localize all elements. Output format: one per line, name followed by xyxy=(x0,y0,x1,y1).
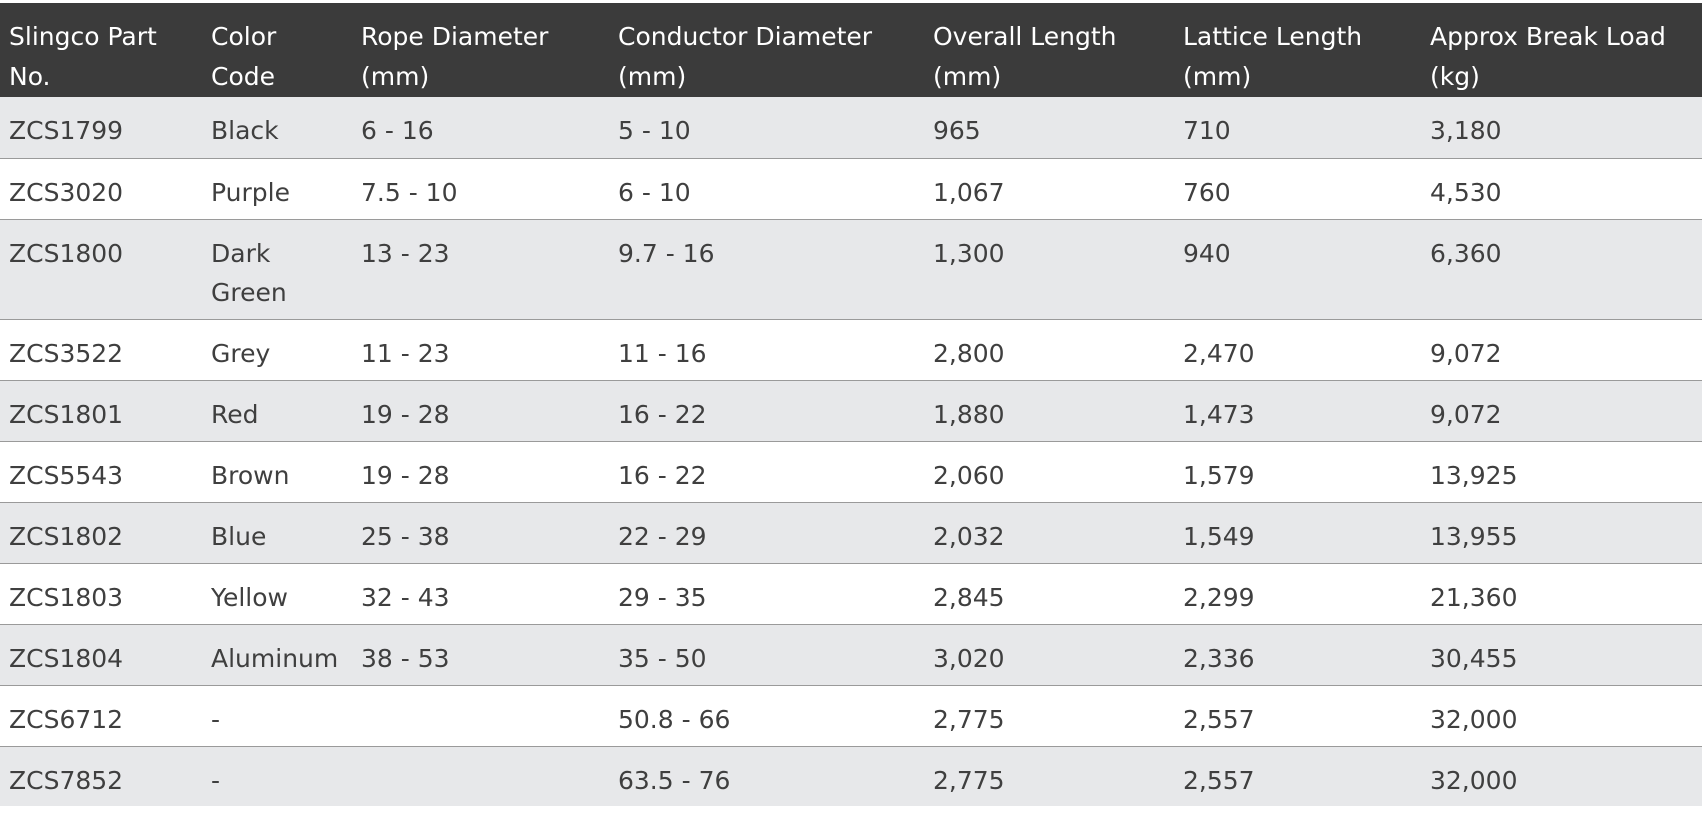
cell-rope-diameter: 13 - 23 xyxy=(361,238,450,268)
cell-color-code: Black xyxy=(211,116,279,145)
cell-lattice-length: 1,473 xyxy=(1183,399,1255,429)
cell-break-load: 13,925 xyxy=(1430,460,1518,490)
cell-conductor-diameter: 11 - 16 xyxy=(618,338,707,368)
cell-overall-length: 2,845 xyxy=(933,582,1005,612)
cell-lattice-length: 940 xyxy=(1183,238,1231,268)
cell-color-code: Blue xyxy=(211,521,267,551)
cell-rope-diameter: 32 - 43 xyxy=(361,582,450,612)
cell-lattice-length: 760 xyxy=(1183,177,1231,207)
header-break-load: Approx Break Load (kg) xyxy=(1430,22,1666,91)
cell-part-no: ZCS1804 xyxy=(9,643,124,673)
table-row xyxy=(0,158,1702,219)
table-row xyxy=(0,502,1702,563)
cell-break-load: 32,000 xyxy=(1430,704,1518,734)
table-row xyxy=(0,319,1702,380)
table-row xyxy=(0,624,1702,685)
cell-break-load: 21,360 xyxy=(1430,582,1518,612)
table-row xyxy=(0,219,1702,319)
cell-color-code: - xyxy=(211,765,221,795)
cell-color-code: Grey xyxy=(211,338,271,368)
cell-part-no: ZCS1800 xyxy=(9,238,124,268)
table-row xyxy=(0,746,1702,806)
cell-break-load: 6,360 xyxy=(1430,238,1502,268)
cell-color-code: Brown xyxy=(211,460,290,490)
table-row xyxy=(0,563,1702,624)
cell-rope-diameter: 38 - 53 xyxy=(361,643,450,673)
cell-rope-diameter: 7.5 - 10 xyxy=(361,177,458,207)
cell-break-load: 4,530 xyxy=(1430,177,1502,207)
cell-break-load: 30,455 xyxy=(1430,643,1518,673)
cell-overall-length: 1,300 xyxy=(933,238,1005,268)
cell-lattice-length: 2,299 xyxy=(1183,582,1255,612)
cell-break-load: 3,180 xyxy=(1430,116,1502,145)
cell-overall-length: 2,060 xyxy=(933,460,1005,490)
cell-rope-diameter xyxy=(352,746,609,806)
cell-conductor-diameter: 16 - 22 xyxy=(618,399,707,429)
cell-part-no: ZCS3522 xyxy=(9,338,124,368)
cell-overall-length: 965 xyxy=(933,116,981,145)
cell-overall-length: 2,775 xyxy=(933,765,1005,795)
table-row xyxy=(0,685,1702,746)
cell-lattice-length: 2,557 xyxy=(1183,765,1255,795)
cell-rope-diameter xyxy=(352,685,609,746)
cell-rope-diameter: 19 - 28 xyxy=(361,460,450,490)
cell-rope-diameter: 25 - 38 xyxy=(361,521,450,551)
cell-conductor-diameter: 5 - 10 xyxy=(618,116,691,145)
table-row xyxy=(0,441,1702,502)
header-conductor-diameter: Conductor Diameter (mm) xyxy=(618,22,873,91)
cell-part-no: ZCS1801 xyxy=(9,399,124,429)
cell-part-no: ZCS1799 xyxy=(9,116,124,145)
table-header xyxy=(0,2,1702,98)
header-color-code: Color Code xyxy=(211,22,277,91)
cell-rope-diameter: 6 - 16 xyxy=(361,116,434,145)
cell-rope-diameter: 19 - 28 xyxy=(361,399,450,429)
cell-part-no: ZCS1803 xyxy=(9,582,124,612)
cell-color-code: Yellow xyxy=(211,582,288,612)
cell-conductor-diameter: 9.7 - 16 xyxy=(618,238,715,268)
cell-break-load: 32,000 xyxy=(1430,765,1518,795)
cell-conductor-diameter: 63.5 - 76 xyxy=(618,765,731,795)
cell-conductor-diameter: 35 - 50 xyxy=(618,643,707,673)
table-row xyxy=(0,380,1702,441)
cell-part-no: ZCS1802 xyxy=(9,521,124,551)
cell-part-no: ZCS3020 xyxy=(9,177,124,207)
cell-overall-length: 3,020 xyxy=(933,643,1005,673)
cell-break-load: 9,072 xyxy=(1430,338,1502,368)
cell-conductor-diameter: 22 - 29 xyxy=(618,521,707,551)
cell-part-no: ZCS7852 xyxy=(9,765,124,795)
cell-lattice-length: 2,557 xyxy=(1183,704,1255,734)
cell-break-load: 9,072 xyxy=(1430,399,1502,429)
cell-color-code: - xyxy=(211,704,221,734)
cell-lattice-length: 2,470 xyxy=(1183,338,1255,368)
header-rope-diameter: Rope Diameter (mm) xyxy=(361,22,549,91)
cell-lattice-length: 1,549 xyxy=(1183,521,1255,551)
cell-color-code: Red xyxy=(211,399,259,429)
cell-part-no: ZCS5543 xyxy=(9,460,124,490)
header-row xyxy=(0,2,1702,98)
header-overall-length: Overall Length (mm) xyxy=(933,22,1117,91)
cell-conductor-diameter: 29 - 35 xyxy=(618,582,707,612)
cell-conductor-diameter: 16 - 22 xyxy=(618,460,707,490)
cell-conductor-diameter: 50.8 - 66 xyxy=(618,704,731,734)
cell-overall-length: 1,067 xyxy=(933,177,1005,207)
header-lattice-length: Lattice Length (mm) xyxy=(1183,22,1363,91)
cell-rope-diameter: 11 - 23 xyxy=(361,338,450,368)
cell-color-code: Aluminum xyxy=(211,643,339,673)
cell-part-no: ZCS6712 xyxy=(9,704,124,734)
cell-overall-length: 1,880 xyxy=(933,399,1005,429)
cell-overall-length: 2,032 xyxy=(933,521,1005,551)
cell-color-code: Dark Green xyxy=(211,238,287,307)
cell-color-code: Purple xyxy=(211,177,290,207)
cell-lattice-length: 710 xyxy=(1183,116,1231,145)
cell-break-load: 13,955 xyxy=(1430,521,1518,551)
cell-conductor-diameter: 6 - 10 xyxy=(618,177,691,207)
cell-lattice-length: 2,336 xyxy=(1183,643,1255,673)
cell-overall-length: 2,775 xyxy=(933,704,1005,734)
cell-overall-length: 2,800 xyxy=(933,338,1005,368)
table-row xyxy=(0,97,1702,158)
cell-lattice-length: 1,579 xyxy=(1183,460,1255,490)
table-body xyxy=(0,97,1702,806)
header-part-no: Slingco Part No. xyxy=(9,22,157,91)
